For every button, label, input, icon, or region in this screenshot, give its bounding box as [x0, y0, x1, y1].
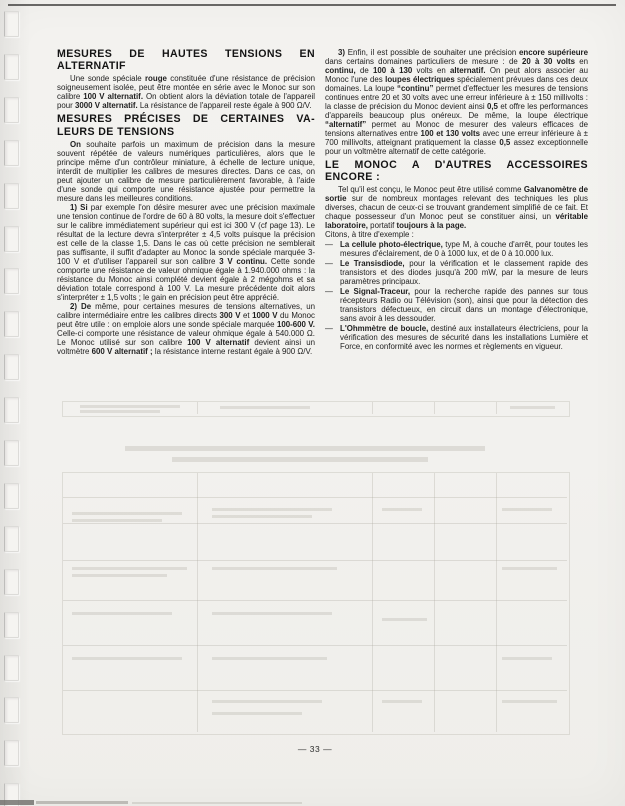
- body-text: Citons, à titre d'exemple :: [325, 230, 414, 240]
- binding-hole: [4, 354, 19, 380]
- showthrough-shape: [372, 473, 373, 732]
- list-dash: —: [325, 259, 333, 269]
- body-text: du Monoc peut être utile : on emploie alors une sonde spéciale marquée: [57, 310, 315, 329]
- showthrough-shape: [63, 523, 567, 524]
- bold-text: Le Transisdiode,: [340, 259, 405, 269]
- body-text: sur de nombreux montages relevant des techniques les plus diverses, chacun de ceux-ci se trouvant grandement simplifié de ce fait. Et chaque possesseur d'un Monoc peut se constituer ainsi, un: [325, 194, 588, 222]
- right-column: [325, 48, 588, 351]
- bold-text: loupes électriques: [385, 75, 455, 84]
- body-text: Une sonde spéciale: [70, 74, 145, 84]
- binding-hole: [4, 655, 19, 681]
- showthrough-shape: [72, 567, 187, 570]
- body-text: Cette sonde comporte une résistance de valeur ohmique égale à 1.940.000 ohms : la résistance du Monoc ainsi complété devient égale à 2 mégohms et sa déviation totale correspond à 100 V. La mesure précédente doit alors s'interpréter ± 1,5 volts ; le gain en précision peut être apprécié.: [57, 256, 315, 302]
- body-text: La résistance de l'appareil reste égale à 900 Ω/V.: [137, 101, 312, 111]
- bold-text: 100 V alternatif.: [83, 92, 144, 102]
- showthrough-shape: [62, 472, 570, 735]
- top-scan-line: [8, 4, 616, 6]
- showthrough-shape: [502, 700, 557, 703]
- showthrough-shape: [63, 560, 567, 561]
- body-text: spécialement prévues dans ces deux domaines. La loupe: [325, 75, 588, 93]
- body-text: de: [355, 66, 373, 75]
- body-text: par exemple l'on désire mesurer avec une précision maximale une tension continue de l'ordre de 60 à 80 volts, la mesure doit s'effectuer sur le calibre immédiatement supérieur qui est ici 300 V (cf page 13). Le résultat de la lecture devra s'interpréter ± 4,5 volts puisque la précision est celle de la classe 1,5. Dans le cas où cette précision ne semblerait pas suffisante, il suffit d'adapter au Monoc la sonde spéciale marquée 3-100 V et d'utiliser l'appareil sur son calibre: [57, 202, 315, 266]
- bold-text: continu,: [325, 66, 356, 75]
- paragraph: [57, 74, 315, 110]
- list-text: [340, 287, 588, 323]
- binding-hole: [4, 268, 19, 294]
- body-text: souhaite parfois un maximum de précision dans la mesure souvent répétée de valeurs numériques particulières, alors que le principe même d'un contrôleur miniature, à échelle de lecture unique, interdit de multiplier les calibres de mesures directes. Dans ce cas, on peut ajouter un calibre de mesure particulièrement favorable, à l'aide d'une sonde qui comporte une résistance ajustée pour permettre la mesure dans les meilleures conditions.: [57, 139, 315, 203]
- bold-text: 1000 V: [252, 310, 278, 320]
- showthrough-shape: [212, 612, 332, 615]
- section-heading: [57, 113, 315, 137]
- showthrough-shape: [72, 612, 172, 615]
- body-text: destiné aux installateurs électriciens, pour la vérification des mesures de sécurité dans les installations Lumière et Force, en conformité avec les normes et règlements en vigueur.: [340, 324, 588, 352]
- showthrough-shape: [382, 618, 427, 621]
- bold-text: 3 V continu.: [219, 256, 268, 266]
- page-number: — 33 —: [297, 744, 333, 754]
- bold-text: toujours à la page.: [396, 221, 467, 231]
- body-text: On obtient alors la déviation totale de l'appareil pour: [57, 92, 315, 111]
- section-heading: [57, 48, 315, 72]
- bold-text: 300 V: [219, 310, 241, 320]
- paragraph: [57, 203, 315, 302]
- bold-text: “alternatif”: [325, 120, 367, 129]
- heading-line: MESURES PRÉCISES DE CERTAINES VA-: [57, 113, 315, 126]
- bold-text: 100 et 130 volts: [420, 129, 480, 138]
- showthrough-shape: [212, 508, 332, 511]
- bold-text: 100 V alternatif: [187, 337, 250, 347]
- showthrough-shape: [63, 497, 567, 498]
- showthrough-shape: [62, 401, 570, 417]
- showthrough-shape: [197, 402, 198, 414]
- bold-text: Galvanomètre de sortie: [325, 185, 588, 204]
- showthrough-shape: [212, 567, 337, 570]
- showthrough-shape: [72, 657, 182, 660]
- paragraph: [325, 48, 588, 156]
- showthrough-shape: [502, 567, 557, 570]
- body-text: volts en: [412, 66, 451, 75]
- showthrough-shape: [80, 410, 160, 413]
- bold-text: rouge: [144, 74, 167, 84]
- body-text: permet au Monoc de mesurer des valeurs efficaces de tensions alternatives entre: [325, 120, 588, 138]
- binding-hole: [4, 526, 19, 552]
- showthrough-shape: [212, 515, 312, 518]
- body-text: assez exceptionnelle pour un voltmètre alternatif de cette catégorie.: [325, 138, 588, 156]
- binding-hole: [4, 54, 19, 80]
- binding-hole: [4, 569, 19, 595]
- showthrough-shape: [382, 700, 422, 703]
- bold-text: 2) De: [70, 301, 92, 311]
- showthrough-shape: [496, 402, 497, 414]
- paragraph: [57, 140, 315, 203]
- list-item: [325, 240, 588, 258]
- binding-hole: [4, 140, 19, 166]
- binding-hole: [4, 397, 19, 423]
- list-item: [325, 324, 588, 351]
- showthrough-shape: [212, 700, 322, 703]
- body-text: pour la vérification et le classement rapide des transistors et des diodes jusqu'à 200 mW, par la mesure de leurs paramètres principaux.: [340, 259, 589, 287]
- binding-hole: [4, 97, 19, 123]
- body-text: en: [574, 57, 588, 66]
- showthrough-shape: [197, 473, 198, 732]
- binding-hole: [4, 697, 19, 723]
- bold-text: On: [70, 139, 81, 149]
- body-text: type M, à couche d'arrêt, pour toutes les mesures d'éclairement, de 0 à 1000 lux, et de 0 à 10.000 lux.: [340, 240, 588, 259]
- bold-text: La cellule photo-électrique,: [340, 240, 443, 250]
- showthrough-shape: [502, 508, 552, 511]
- body-text: On peut alors associer au Monoc l'une des: [325, 66, 589, 84]
- binding-hole: [4, 226, 19, 252]
- binding-hole: [4, 440, 19, 466]
- body-text: même, pour certaines mesures de tensions alternatives, un calibre intermédiaire entre les calibres directs: [57, 301, 315, 320]
- showthrough-shape: [125, 446, 485, 451]
- list-text: [340, 259, 588, 286]
- showthrough-shape: [80, 405, 180, 408]
- heading-line: ENCORE :: [325, 171, 380, 184]
- bottom-scan-smudge: [0, 800, 34, 805]
- showthrough-shape: [172, 457, 428, 462]
- showthrough-shape: [212, 657, 327, 660]
- bold-text: 0,5: [499, 138, 511, 147]
- bold-text: 3): [338, 48, 346, 57]
- showthrough-shape: [72, 512, 182, 515]
- list-item: [325, 259, 588, 286]
- showthrough-shape: [510, 406, 555, 409]
- body-text: portatif: [367, 221, 397, 231]
- list-text: [340, 240, 588, 258]
- list-dash: —: [325, 287, 333, 297]
- showthrough-shape: [502, 657, 552, 660]
- showthrough-shape: [382, 508, 422, 511]
- list-text: [340, 324, 588, 351]
- paragraph: [57, 302, 315, 356]
- showthrough-shape: [434, 402, 435, 414]
- bold-text: L'Ohmmètre de boucle,: [340, 324, 429, 334]
- heading-line: ALTERNATIF: [57, 60, 126, 73]
- bold-text: 1) Si: [70, 202, 88, 212]
- heading-line: LE MONOC A D'AUTRES ACCESSOIRES: [325, 159, 588, 171]
- bold-text: 600 V alternatif ;: [91, 346, 153, 356]
- bold-text: 0,5: [486, 102, 498, 111]
- bold-text: alternatif.: [450, 66, 486, 75]
- binding-hole: [4, 183, 19, 209]
- showthrough-shape: [496, 473, 497, 732]
- heading-line: LEURS DE TENSIONS: [57, 125, 175, 138]
- showthrough-shape: [63, 690, 567, 691]
- binding-hole: [4, 612, 19, 638]
- bottom-scan-smudge: [36, 801, 128, 804]
- bold-text: 100 à 130: [373, 66, 413, 75]
- bottom-scan-smudge: [132, 802, 302, 804]
- left-column: [57, 48, 315, 356]
- bold-text: encore supérieure: [519, 48, 588, 57]
- body-text: Tel qu'il est conçu, le Monoc peut être utilisé comme: [338, 185, 524, 195]
- body-text: Celle-ci comporte une résistance de valeur ohmique égale à 540.000 Ω. Le Monoc utilisé sur son calibre: [57, 328, 315, 347]
- list-dash: —: [325, 324, 333, 334]
- showthrough-shape: [434, 473, 435, 732]
- body-text: et: [240, 310, 253, 320]
- showthrough-shape: [72, 574, 167, 577]
- bold-text: véritable laboratoire,: [325, 212, 588, 231]
- showthrough-shape: [212, 712, 302, 715]
- body-text: dans certains domaines particuliers de mesure : de: [325, 57, 522, 66]
- binding-hole: [4, 483, 19, 509]
- body-text: devient ainsi un voltmètre: [57, 337, 316, 356]
- body-text: permet d'effectuer les mesures de tensions continues entre 20 et 30 volts avec une erreur inférieure à ± 150 millivolts : la classe de précision du Monoc devient ainsi: [325, 84, 588, 111]
- heading-line: MESURES DE HAUTES TENSIONS EN: [57, 48, 315, 60]
- body-text: la résistance interne restant égale à 900 Ω/V.: [152, 346, 313, 356]
- body-text: et offre les performances d'appareils beaucoup plus onéreux. De même, la loupe électrique: [325, 102, 588, 120]
- body-text: pour la recherche rapide des pannes sur tous récepteurs Radio ou Télévision (son), ainsi que pour la détection des transistors défectueux, en circuit dans un montage d'électronique, sans avoir à les dessouder.: [340, 287, 588, 324]
- showthrough-shape: [220, 406, 310, 409]
- showthrough-shape: [372, 402, 373, 414]
- paragraph: [325, 230, 588, 239]
- showthrough-shape: [63, 645, 567, 646]
- section-heading: [325, 159, 588, 183]
- binding-hole: [4, 11, 19, 37]
- bold-text: 3000 V alternatif.: [75, 101, 138, 111]
- body-text: Enfin, il est possible de souhaiter une précision: [345, 48, 520, 57]
- paragraph: [325, 185, 588, 230]
- showthrough-shape: [72, 519, 162, 522]
- body-text: avec une erreur inférieure à ± 700 millivolts, atteignant pratiquement la classe: [325, 129, 588, 147]
- bold-text: “continu”: [397, 84, 434, 93]
- body-text: constituée d'une résistance de précision soigneusement isolée, peut être montée en série avec le Monoc sur son calibre: [57, 74, 315, 102]
- list-dash: —: [325, 240, 333, 250]
- bold-text: Le Signal-Traceur,: [340, 287, 411, 297]
- binding-hole: [4, 311, 19, 337]
- list-item: [325, 287, 588, 323]
- bold-text: 100-600 V.: [276, 319, 315, 329]
- bold-text: 20 à 30 volts: [521, 57, 575, 66]
- showthrough-shape: [63, 600, 567, 601]
